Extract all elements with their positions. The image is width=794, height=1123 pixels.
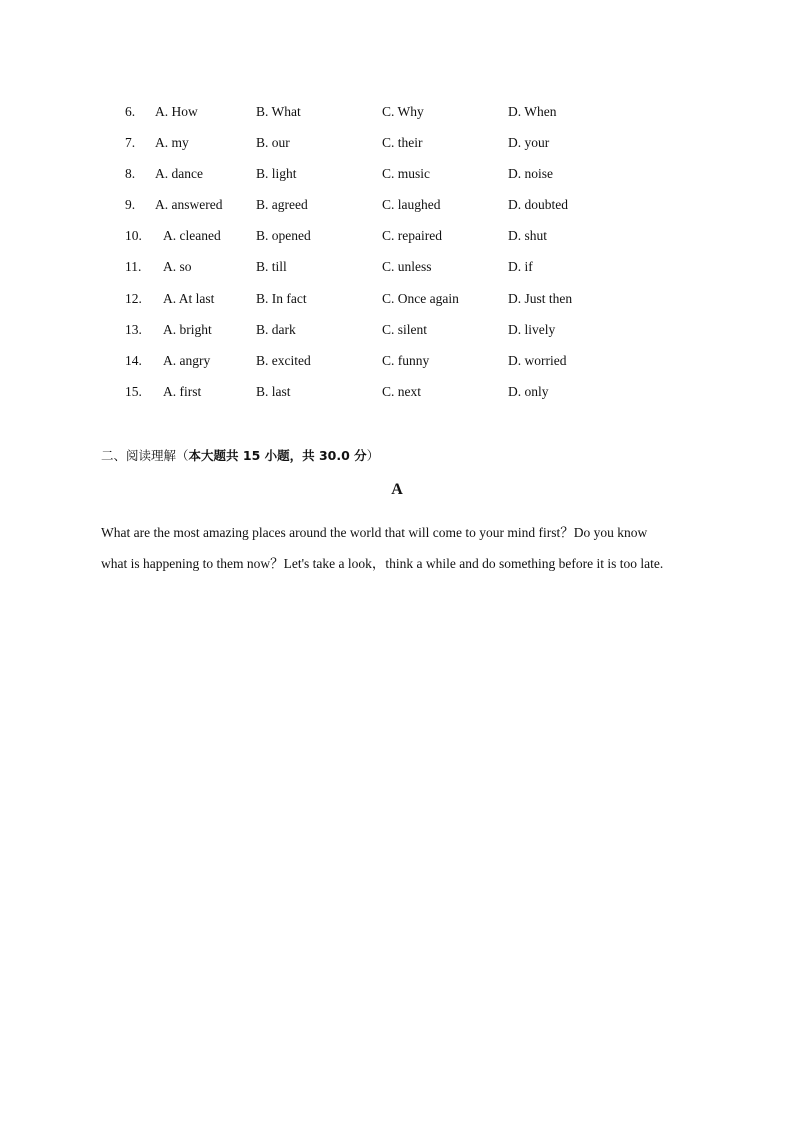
section-title-suffix: ） xyxy=(366,448,380,463)
option-b: B. our xyxy=(256,135,290,151)
option-d: D. Just then xyxy=(508,290,573,306)
option-b: B. opened xyxy=(256,228,311,244)
option-a: A. bright xyxy=(163,321,212,337)
option-c: C. next xyxy=(382,383,421,399)
question-number: 13. xyxy=(125,321,142,337)
option-d: D. lively xyxy=(508,321,556,337)
option-a: A. How xyxy=(155,104,198,119)
option-b: B. last xyxy=(256,383,291,399)
option-c: C. unless xyxy=(382,259,432,275)
option-a: A. so xyxy=(163,259,192,275)
passage-line: what is happening to them now？Let's take a look，think a while and do something before it is too late. xyxy=(101,556,664,571)
passage-text xyxy=(101,517,701,579)
option-c: C. Once again xyxy=(382,290,459,306)
option-c: C. Why xyxy=(382,104,424,119)
option-b: B. What xyxy=(256,104,301,119)
passage-heading: A xyxy=(391,481,403,498)
option-d: D. only xyxy=(508,383,549,399)
question-row xyxy=(0,288,794,319)
option-c: C. silent xyxy=(382,321,428,337)
question-number: 9. xyxy=(125,197,136,213)
option-d: D. your xyxy=(508,135,550,151)
option-c: C. their xyxy=(382,135,423,151)
question-number: 10. xyxy=(125,228,142,244)
option-b: B. excited xyxy=(256,352,311,368)
question-number: 11. xyxy=(125,259,142,275)
question-number: 14. xyxy=(125,352,142,368)
option-b: B. till xyxy=(256,259,287,275)
question-number: 7. xyxy=(125,135,136,151)
question-row xyxy=(0,350,794,381)
option-a: A. first xyxy=(163,383,202,399)
section-title-prefix: 二、阅读理解（ xyxy=(101,448,189,463)
option-b: B. light xyxy=(256,166,297,182)
passage-line: What are the most amazing places around the world that will come to your mind first？Do you know xyxy=(101,525,648,540)
option-b: B. In fact xyxy=(256,290,307,306)
question-number: 8. xyxy=(125,166,136,182)
option-d: D. noise xyxy=(508,166,553,182)
question-number: 6. xyxy=(125,104,136,119)
question-row xyxy=(0,319,794,350)
option-a: A. cleaned xyxy=(163,228,221,244)
option-a: A. my xyxy=(155,135,189,151)
option-b: B. agreed xyxy=(256,197,308,213)
option-d: D. When xyxy=(508,104,557,119)
option-a: A. At last xyxy=(163,290,215,306)
question-row xyxy=(0,101,794,132)
answer-options-list xyxy=(0,101,794,412)
section-title xyxy=(101,446,379,464)
option-a: A. angry xyxy=(163,352,211,368)
question-row xyxy=(0,381,794,412)
option-c: C. repaired xyxy=(382,228,442,244)
question-row xyxy=(0,194,794,225)
option-c: C. funny xyxy=(382,352,430,368)
option-c: C. music xyxy=(382,166,431,182)
option-a: A. answered xyxy=(155,197,223,213)
section-title-bold: 本大题共 15 小题，共 30.0 分 xyxy=(188,448,367,463)
question-number: 15. xyxy=(125,383,142,399)
option-a: A. dance xyxy=(155,166,203,182)
option-d: D. doubted xyxy=(508,197,568,213)
question-row xyxy=(0,163,794,194)
question-row xyxy=(0,132,794,163)
option-c: C. laughed xyxy=(382,197,441,213)
option-b: B. dark xyxy=(256,321,296,337)
option-d: D. shut xyxy=(508,228,548,244)
option-d: D. worried xyxy=(508,352,567,368)
question-row xyxy=(0,225,794,256)
question-row xyxy=(0,256,794,287)
option-d: D. if xyxy=(508,259,533,275)
question-number: 12. xyxy=(125,290,142,306)
